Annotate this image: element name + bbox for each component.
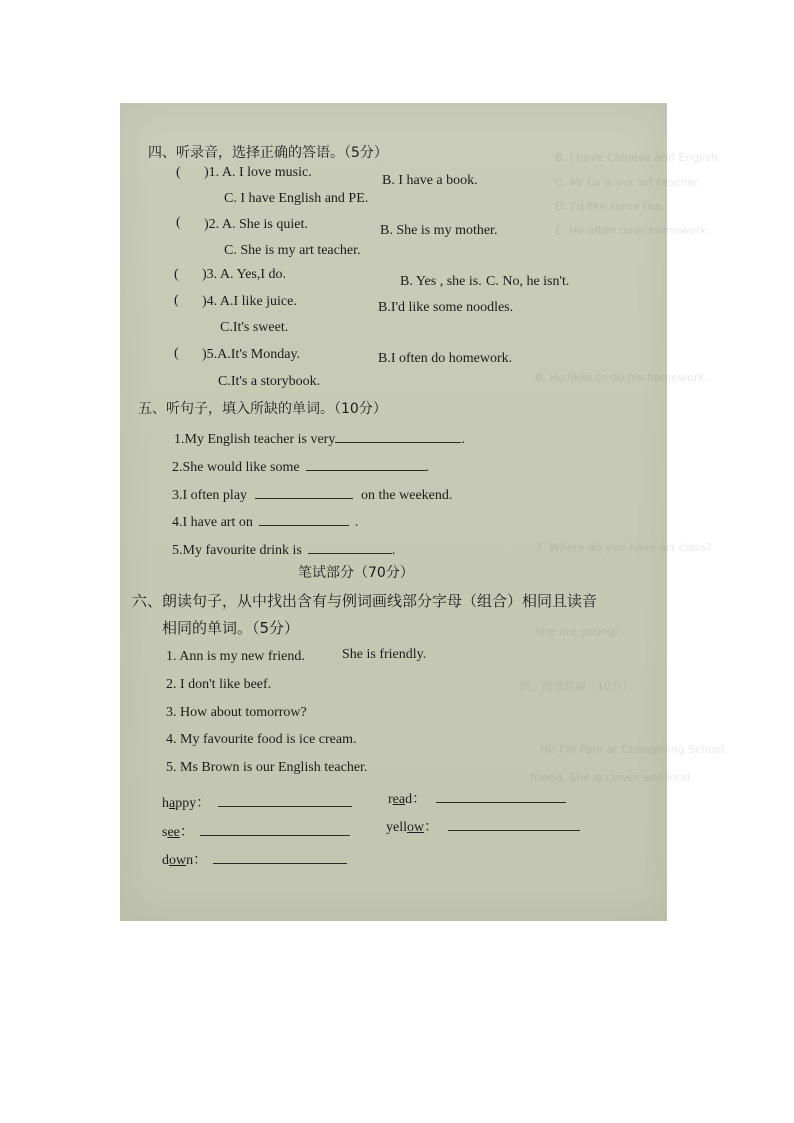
blank-3[interactable] [255,484,353,499]
answer-blank-happy[interactable] [218,792,352,807]
answer-blank-see[interactable] [200,821,350,836]
answer-paren[interactable]: ( [176,215,181,230]
q4-option-a: )4. A.I like juice. [202,294,297,309]
q1-option-c: C. I have English and PE. [224,191,369,206]
q1-option-a: )1. A. I love music. [204,165,312,180]
blank-1[interactable] [335,428,461,443]
q5-option-b: B.I often do homework. [378,351,513,366]
blank-4[interactable] [259,511,349,526]
fill-sentence-3: 3.I often play on the weekend. [172,484,452,504]
example-word-read: read： [388,788,566,808]
reading-sentence-3: 3. How about tomorrow? [166,705,307,720]
example-word-down: down： [162,849,347,869]
q5-option-a: )5.A.It's Monday. [202,347,301,362]
q1-option-b: B. I have a book. [382,173,478,188]
written-part-title: 笔试部分（70分） [298,565,414,581]
example-word-happy: happy： [162,792,352,812]
section-6-title-line-1: 六、朗读句子，从中找出含有与例词画线部分字母（组合）相同且读音 [132,592,598,610]
reading-sentence-1a: 1. Ann is my new friend. [166,649,305,664]
example-word-see: see： [162,821,350,841]
answer-blank-down[interactable] [213,849,347,864]
q4-option-c: C.It's sweet. [220,320,289,335]
q2-option-c: C. She is my art teacher. [224,243,361,258]
answer-blank-read[interactable] [436,788,566,803]
section-6-title-line-2: 相同的单词。（5分） [162,619,300,637]
answer-paren[interactable]: ( [176,165,181,180]
fill-sentence-1: 1.My English teacher is very . [174,428,465,448]
answer-paren[interactable]: ( [174,267,179,282]
answer-blank-yellow[interactable] [448,816,580,831]
example-word-yellow: yellow： [386,816,580,836]
q3-option-b: B. Yes , she is. [400,274,482,289]
reading-sentence-4: 4. My favourite food is ice cream. [166,732,357,747]
section-5-title: 五、听句子，填入所缺的单词。（10分） [138,401,387,417]
fill-sentence-4: 4.I have art on . [172,511,358,531]
reading-sentence-5: 5. Ms Brown is our English teacher. [166,760,368,775]
q2-option-a: )2. A. She is quiet. [204,217,308,232]
reading-sentence-1b: She is friendly. [342,647,427,662]
q2-option-b: B. She is my mother. [380,223,498,238]
reading-sentence-2: 2. I don't like beef. [166,677,272,692]
exam-photo: B. I have Chinese and English. C. Mr Lu is our art teacher. D. I'd like some tea. E. He often does homework. A. He likes to do his homework. 3. Where do you have art class? She are young? 四、阅读理解（10分） Hi! I'm Pam at Changming School. friend. She is clever and kind. 四、听录音，选择正确的答语。（5分） ( )1. A. I love music. B. I have a book. C. I have English and PE. ( )2. A. She is quiet. B. She is my mother. C. She is my art teacher. ( )3. A. Yes,I do. B. Yes , she is. C. No, he isn't. ( )4. A.I like juice. B.I'd like some noodles. C.It's sweet. ( )5.A.It's Monday. B.I often do homework. C.It's a storybook. 五、听句子，填入所缺的单词。（10分） 1.My English teacher is very . 2.She would like some . 3.I often play on the weekend. 4.I have art on . 5.My favourite drink is . 笔试部分（70分） 六、朗读句子，从中找出含有与例词画线部分字母（组合）相同且读音 相同的单词。（5分） 1. Ann is my new friend. She is friendly. 2. I don't like beef. 3. How about tomorrow? 4. My favourite food is ice cream. 5. Ms Brown is our English teacher. happy： read： see： yellow： down： [120,103,667,921]
fill-sentence-2: 2.She would like some . [172,456,429,476]
answer-paren[interactable]: ( [174,346,179,361]
q4-option-b: B.I'd like some noodles. [378,300,514,315]
fill-sentence-5: 5.My favourite drink is . [172,539,395,559]
q3-option-a: )3. A. Yes,I do. [202,267,287,282]
section-4-title: 四、听录音，选择正确的答语。（5分） [148,145,388,161]
blank-2[interactable] [306,456,426,471]
q5-option-c: C.It's a storybook. [218,374,321,389]
answer-paren[interactable]: ( [174,293,179,308]
q3-option-c: C. No, he isn't. [486,274,570,289]
blank-5[interactable] [308,539,392,554]
